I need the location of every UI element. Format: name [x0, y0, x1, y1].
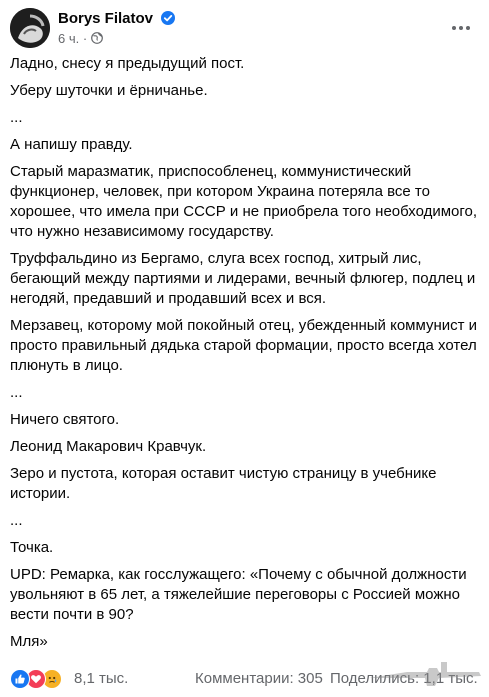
- shares-count[interactable]: Поделились: 1,1 тыс.: [330, 670, 478, 687]
- post-paragraph: ...: [10, 512, 23, 529]
- post-paragraph: Мерзавец, которому мой покойный отец, убежденный коммунист и просто правильный дядька старой формации, просто всегда хотел плюнуть в лицо.: [10, 317, 478, 374]
- post-paragraph: А напишу правду.: [10, 136, 133, 153]
- author-name[interactable]: Borys Filatov: [58, 10, 154, 27]
- post-paragraph: ...: [10, 384, 23, 401]
- reactions-summary[interactable]: [10, 669, 70, 689]
- post-paragraph: Старый маразматик, приспособленец, коммунистический функционер, человек, при котором Украина потеряла все то хорошее, что имела при СССР и не приобрела того необходимого, что нужно независимому государству.: [10, 163, 478, 240]
- post-paragraph: Ладно, снесу я предыдущий пост.: [10, 55, 245, 72]
- watermark-logo: [367, 648, 483, 692]
- globe-icon: [91, 31, 103, 46]
- post-paragraph: UPD: Ремарка, как госслужащего: «Почему с обычной должности увольняют в 65 лет, а тяжелейшие переговоры с Россией можно вести почти в 90?: [10, 566, 467, 623]
- like-reaction-icon: [10, 669, 30, 689]
- post-paragraph: Точка.: [10, 539, 54, 556]
- post-paragraph: ...: [10, 109, 23, 126]
- post-header: [10, 8, 479, 50]
- more-options-icon[interactable]: [449, 16, 473, 40]
- post-paragraph: Уберу шуточки и ёрничанье.: [10, 82, 208, 99]
- post-meta: [58, 30, 103, 46]
- author-name-row: [58, 10, 175, 29]
- comments-count[interactable]: Комментарии: 305: [195, 670, 323, 687]
- post-paragraph: Труффальдино из Бергамо, слуга всех господ, хитрый лис, бегающий между партиями и лидерами, вечный флюгер, подлец и негодяй, предавший и продавший всех и вся.: [10, 250, 476, 307]
- author-avatar[interactable]: [10, 8, 50, 48]
- reaction-count[interactable]: 8,1 тыс.: [74, 670, 129, 687]
- post-paragraph: Зеро и пустота, которая оставит чистую страницу в учебнике истории.: [10, 465, 437, 502]
- post-paragraph: Леонид Макарович Кравчук.: [10, 438, 207, 455]
- post-paragraph: Ничего святого.: [10, 411, 120, 428]
- post-time[interactable]: 6 ч.: [58, 31, 80, 47]
- post-body: [10, 54, 480, 659]
- meta-separator: ·: [82, 31, 88, 47]
- post-paragraph: Мля»: [10, 633, 48, 650]
- avatar-image: [10, 8, 50, 48]
- verified-badge-icon: [161, 11, 175, 29]
